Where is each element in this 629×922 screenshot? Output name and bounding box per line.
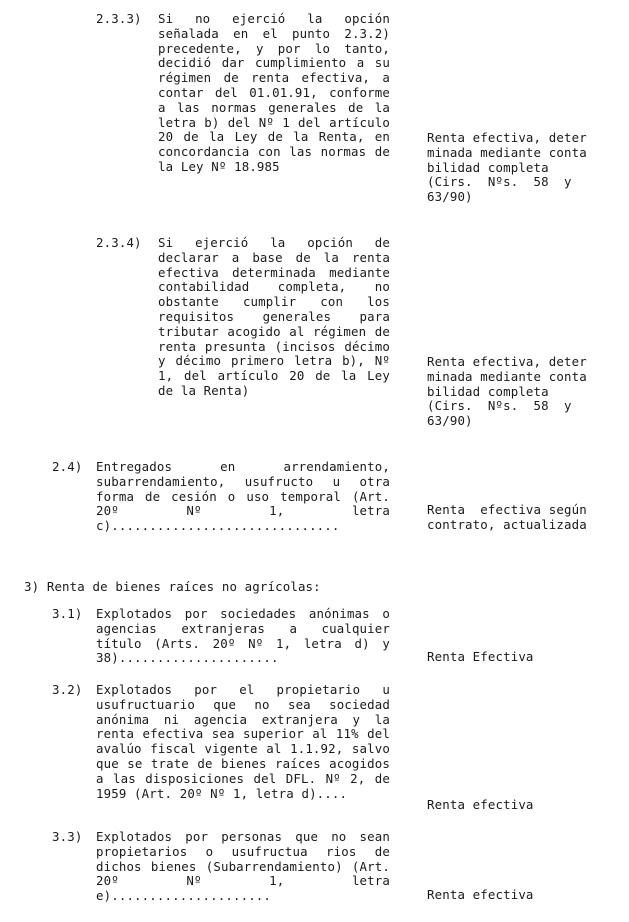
item-number-2-3-3: 2.3.3) bbox=[96, 11, 142, 26]
item-result-2-3-4: Renta efectiva, deter minada mediante conta bilidad completa (Cirs. Nºs. 58 y 63/90) bbox=[427, 354, 587, 429]
item-result-3-2: Renta efectiva bbox=[427, 797, 534, 812]
item-number-3-1: 3.1) bbox=[52, 606, 83, 621]
item-result-3-3: Renta efectiva bbox=[427, 887, 534, 902]
item-text-2-4: Entregados en arrendamiento, subarrendamiento, usufructo u otra forma de cesión o uso temporal (Art. 20º Nº 1, letra c).............................. bbox=[96, 459, 390, 534]
item-text-3-1: Explotados por sociedades anónimas o agencias extranjeras a cualquier título (Arts. 20º Nº 1, letra d) y 38)..................... bbox=[96, 606, 390, 666]
item-text-3-3: Explotados por personas que no sean propietarios o usufructua rios de dichos bienes (Subarrendamiento) (Art. 20º Nº 1, letra e)..................... bbox=[96, 829, 390, 904]
section-heading-3: 3) Renta de bienes raíces no agrícolas: bbox=[24, 579, 321, 594]
item-result-3-1: Renta Efectiva bbox=[427, 649, 534, 664]
item-text-3-2: Explotados por el propietario u usufructuario que no sea sociedad anónima ni agencia extranjera y la renta efectiva sea superior al 11% del avalúo fiscal vigente al 1.1.92, salvo que se trate de bienes raíces acogidos a las disposiciones del DFL. Nº 2, de 1959 (Art. 20º Nº 1, letra d).... bbox=[96, 682, 390, 801]
item-number-3-3: 3.3) bbox=[52, 829, 83, 844]
item-number-2-3-4: 2.3.4) bbox=[96, 235, 142, 250]
item-result-2-3-3: Renta efectiva, deter minada mediante conta bilidad completa (Cirs. Nºs. 58 y 63/90) bbox=[427, 130, 587, 205]
item-text-2-3-3: Si no ejerció la opción señalada en el punto 2.3.2) precedente, y por lo tanto, decidió dar cumplimiento a su régimen de renta efectiva, a contar del 01.01.91, conforme a las normas generales de la letra b) del Nº 1 del artículo 20 de la Ley de la Renta, en concordancia con las normas de la Ley Nº 18.985 bbox=[158, 11, 390, 174]
item-number-2-4: 2.4) bbox=[52, 459, 83, 474]
item-result-2-4: Renta efectiva según contrato, actualizada bbox=[427, 502, 587, 532]
item-number-3-2: 3.2) bbox=[52, 682, 83, 697]
item-text-2-3-4: Si ejerció la opción de declarar a base de la renta efectiva determinada mediante contabilidad completa, no obstante cumplir con los requisitos generales para tributar acogido al régimen de renta presunta (incisos décimo y décimo primero letra b), Nº 1, del artículo 20 de la Ley de la Renta) bbox=[158, 235, 390, 398]
